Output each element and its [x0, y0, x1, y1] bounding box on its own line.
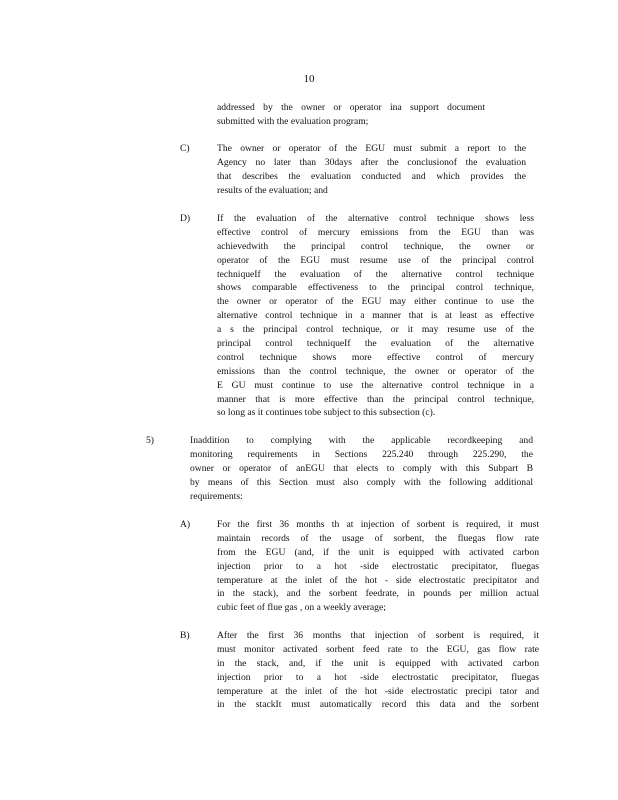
text-line: control technique shows more effective control of mercury — [217, 351, 534, 363]
paragraph-a — [217, 518, 539, 615]
text-line: effective control of mercury emissions from the EGU than was — [217, 226, 534, 238]
paragraph-c — [217, 142, 526, 198]
text-line: emissions than the control technique, the owner or operator of the — [217, 365, 534, 377]
text-line: in the stackIt must automatically record this data and the sorbent — [217, 699, 539, 711]
text-line: so long as it continues tobe subject to this subsection (c). — [217, 407, 436, 419]
text-line: operator of the EGU must resume use of the principal control — [217, 254, 534, 266]
item-label-5: 5) — [146, 435, 154, 446]
paragraph-b — [217, 629, 539, 712]
text-line: maintain records of the usage of sorbent, the fluegas flow rate — [217, 532, 539, 544]
text-line: cubic feet of flue gas , on a weekly average; — [217, 602, 386, 614]
text-line: E GU must continue to use the alternative control technique in a — [217, 379, 534, 391]
text-line: principal control techniqueIf the evaluation of the alternative — [217, 338, 534, 350]
item-label-b: B) — [180, 630, 190, 641]
text-line: temperature at the inlet of the hot -side electrostatic precipi tator and — [217, 685, 539, 697]
text-line: injection prior to a hot -side electrostatic precipitator, fluegas — [217, 671, 539, 683]
text-line: For the first 36 months th at injection of sorbent is required, it must — [217, 519, 539, 530]
text-line: addressed by the owner or operator ina support document — [217, 102, 485, 113]
text-line: in the stack, and, if the unit is equipped with activated carbon — [217, 657, 539, 669]
text-line: in the stack), and the sorbent feedrate, in pounds per million actual — [217, 588, 539, 600]
text-line: alternative control technique in a manner that is at least as effective — [217, 310, 534, 322]
text-line: injection prior to a hot -side electrostatic precipitator, fluegas — [217, 560, 539, 572]
text-line: from the EGU (and, if the unit is equipped with activated carbon — [217, 546, 539, 558]
text-line: that describes the evaluation conducted and which provides the — [217, 170, 526, 182]
text-line: monitoring requirements in Sections 225.240 through 225.290, the — [190, 448, 533, 460]
text-line: If the evaluation of the alternative control technique shows less — [217, 213, 534, 224]
text-line: techniqueIf the evaluation of the alternative control technique — [217, 268, 534, 280]
text-line: manner that is more effective than the principal control technique, — [217, 393, 534, 405]
text-line: temperature at the inlet of the hot - side electrostatic precipitator and — [217, 574, 539, 586]
text-line: Agency no later than 30days after the conclusionof the evaluation — [217, 156, 526, 168]
item-label-d: D) — [180, 213, 191, 224]
text-line: must monitor activated sorbent feed rate to the EGU, gas flow rate — [217, 643, 539, 655]
text-line: a s the principal control technique, or it may resume use of the — [217, 324, 534, 336]
text-line: achievedwith the principal control technique, the owner or — [217, 240, 534, 252]
paragraph-d — [217, 212, 534, 420]
item-label-c: C) — [180, 143, 190, 154]
text-line: owner or operator of anEGU that elects to comply with this Subpart B — [190, 462, 533, 474]
page-number: 10 — [303, 73, 315, 85]
text-line: After the first 36 months that injection of sorbent is required, it — [217, 630, 539, 641]
text-line: the owner or operator of the EGU may either continue to use the — [217, 296, 534, 308]
text-line: requirements: — [190, 490, 243, 502]
item-label-a: A) — [180, 519, 191, 530]
text-line: submitted with the evaluation program; — [217, 115, 369, 127]
paragraph-5 — [190, 434, 533, 503]
text-line: Inaddition to complying with the applicable recordkeeping and — [190, 435, 533, 446]
continuation-paragraph — [217, 101, 485, 129]
text-line: The owner or operator of the EGU must submit a report to the — [217, 143, 526, 154]
text-line: shows comparable effectiveness to the principal control technique, — [217, 282, 534, 294]
text-line: results of the evaluation; and — [217, 184, 328, 196]
text-line: by means of this Section must also comply with the following additional — [190, 476, 533, 488]
